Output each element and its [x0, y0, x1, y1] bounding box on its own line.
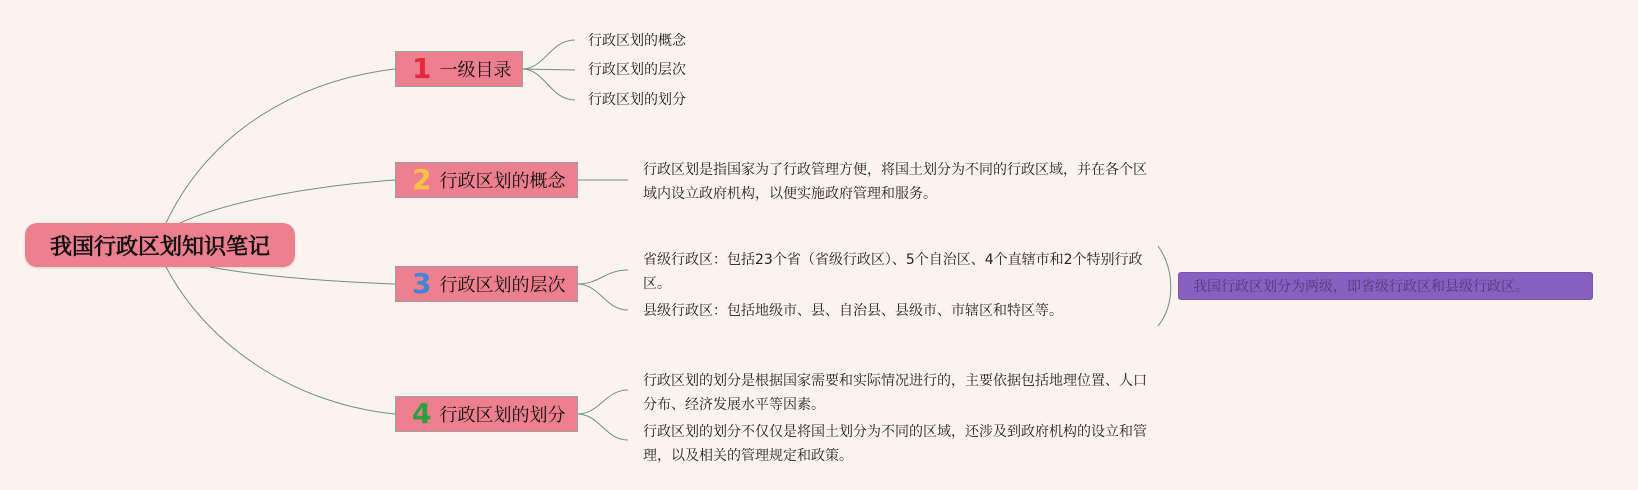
link-b4-c2 [577, 414, 628, 440]
link-root-branch-3 [210, 267, 395, 284]
branch-label-1: 一级目录 [439, 60, 512, 81]
branch-number-2: 2 [412, 163, 432, 196]
branch-node-2[interactable] [395, 162, 578, 198]
summary-brace [1158, 246, 1171, 326]
link-b3-c1 [577, 270, 628, 284]
link-root-branch-4 [166, 267, 395, 414]
leaf-b1-3[interactable]: 行政区划的划分 [588, 92, 686, 108]
branch-number-3: 3 [412, 267, 432, 300]
leaf-b3-2[interactable]: 县级行政区：包括地级市、县、自治县、县级市、市辖区和特区等。 [643, 303, 1063, 319]
root-node[interactable] [25, 223, 295, 267]
branch-label-3: 行政区划的层次 [439, 275, 566, 296]
leaf-b1-2[interactable]: 行政区划的层次 [588, 62, 686, 78]
branch-number-4: 4 [412, 397, 432, 430]
link-b1-c3 [522, 69, 575, 100]
branch-node-3[interactable] [395, 266, 578, 302]
branch-number-1: 1 [412, 52, 432, 85]
link-b1-c2 [522, 69, 575, 70]
branch-node-4[interactable] [395, 396, 578, 432]
summary-node[interactable] [1178, 272, 1593, 300]
link-b3-c2 [577, 284, 628, 310]
branch-label-4: 行政区划的划分 [439, 405, 566, 426]
link-b4-c1 [577, 390, 628, 414]
leaf-b3-1[interactable]: 省级行政区：包括23个省（省级行政区）、5个自治区、4个直辖市和2个特别行政区。 [643, 252, 1143, 292]
link-root-branch-2 [180, 180, 395, 223]
link-root-branch-1 [166, 69, 395, 223]
root-title: 我国行政区划知识笔记 [49, 234, 270, 260]
link-b1-c1 [522, 40, 575, 69]
leaf-b4-1[interactable]: 行政区划的划分是根据国家需要和实际情况进行的，主要依据包括地理位置、人口分布、经济发展水平等因素。 [643, 373, 1147, 413]
leaf-b4-2[interactable]: 行政区划的划分不仅仅是将国土划分为不同的区域，还涉及到政府机构的设立和管理，以及相关的管理规定和政策。 [643, 424, 1147, 464]
summary-text: 我国行政区划分为两级，即省级行政区和县级行政区。 [1193, 279, 1529, 295]
leaf-b1-1[interactable]: 行政区划的概念 [588, 33, 686, 49]
branch-node-1[interactable] [395, 51, 523, 87]
branch-label-2: 行政区划的概念 [439, 171, 566, 192]
leaf-b2-1[interactable]: 行政区划是指国家为了行政管理方便，将国土划分为不同的行政区域，并在各个区域内设立政府机构，以便实施政府管理和服务。 [643, 162, 1147, 202]
